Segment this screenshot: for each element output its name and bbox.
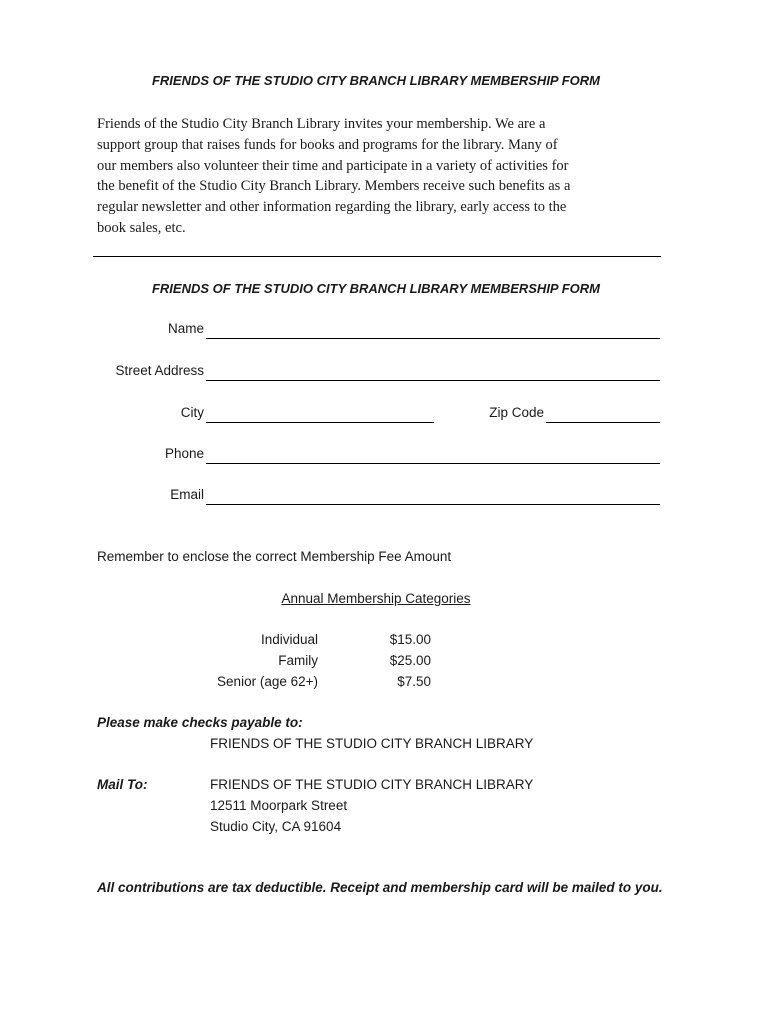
phone-label: Phone [164, 446, 204, 461]
intro-line: regular newsletter and other information regarding the library, early access to the [97, 199, 567, 216]
category-price: $7.50 [397, 674, 431, 689]
mail-address-line: FRIENDS OF THE STUDIO CITY BRANCH LIBRARY [210, 777, 534, 792]
tax-deductible-note: All contributions are tax deductible. Receipt and membership card will be mailed to you. [97, 880, 663, 895]
mail-address-line: 12511 Moorpark Street [210, 798, 348, 813]
mail-address-line: Studio City, CA 91604 [210, 819, 342, 834]
category-name: Family [278, 653, 318, 668]
intro-line: Friends of the Studio City Branch Library invites your membership. We are a [97, 116, 546, 132]
intro-line: support group that raises funds for books and programs for the library. Many of [97, 136, 558, 153]
mail-to-label: Mail To: [97, 777, 148, 792]
zip-code-field[interactable] [546, 422, 660, 423]
fee-reminder: Remember to enclose the correct Membership Fee Amount [97, 549, 452, 564]
category-name: Individual [260, 632, 318, 647]
street-address-label: Street Address [115, 363, 204, 378]
categories-heading: Annual Membership Categories [281, 591, 471, 606]
intro-line: book sales, etc. [97, 219, 186, 236]
email-label: Email [170, 487, 204, 502]
form-title: FRIENDS OF THE STUDIO CITY BRANCH LIBRARY MEMBERSHIP FORM [151, 281, 601, 296]
category-name: Senior (age 62+) [217, 674, 318, 689]
intro-line: the benefit of the Studio City Branch Library. Members receive such benefits as a [97, 178, 571, 195]
city-label: City [180, 405, 204, 420]
zip-code-label: Zip Code [489, 405, 544, 420]
category-price: $25.00 [389, 653, 431, 668]
name-field[interactable] [206, 338, 660, 339]
section-divider [93, 256, 661, 257]
page-title: FRIENDS OF THE STUDIO CITY BRANCH LIBRARY MEMBERSHIP FORM [151, 73, 601, 88]
email-field[interactable] [206, 504, 660, 505]
name-label: Name [167, 321, 204, 336]
category-price: $15.00 [389, 632, 431, 647]
intro-paragraph [97, 114, 607, 239]
checks-payee: FRIENDS OF THE STUDIO CITY BRANCH LIBRARY [210, 736, 534, 751]
street-address-field[interactable] [206, 380, 660, 381]
checks-payable-label: Please make checks payable to: [97, 715, 303, 730]
phone-field[interactable] [206, 463, 660, 464]
intro-line: our members also volunteer their time and participate in a variety of activities for [97, 157, 569, 174]
city-field[interactable] [206, 422, 434, 423]
